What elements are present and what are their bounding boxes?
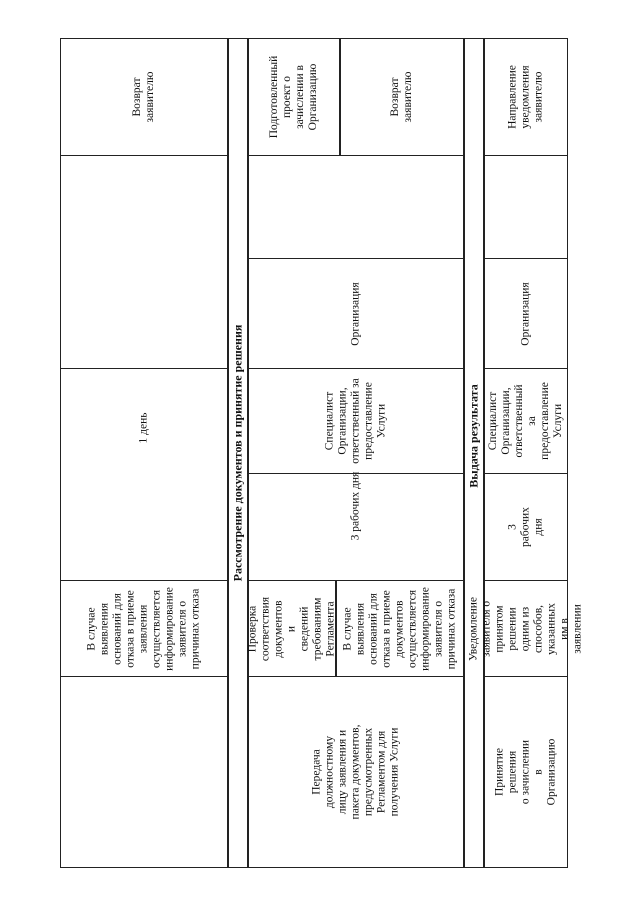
b2-result-bottom-cell bbox=[340, 38, 464, 156]
b2-step-cell bbox=[248, 676, 464, 868]
b3-step: Принятие решения о зачислении в Организацию bbox=[493, 738, 558, 806]
b1-duration: 1 день bbox=[137, 412, 150, 444]
b3-action-cell bbox=[467, 580, 584, 677]
b3-place: Организация bbox=[519, 281, 532, 346]
b1-duration-cell bbox=[60, 368, 228, 581]
b1-result: Возврат заявителю bbox=[131, 71, 156, 123]
b1-refusal-cell bbox=[60, 580, 228, 677]
b1-result-cell bbox=[60, 38, 228, 156]
b1-empty-cell bbox=[60, 155, 228, 369]
b1-step-empty bbox=[60, 676, 228, 868]
b2-result-bottom: Возврат заявителю bbox=[389, 71, 414, 123]
b2-refusal-note: В случае выявления оснований для отказа в приеме документов осуществляется информирование заявителя о причинах отказа bbox=[341, 586, 458, 671]
issue-header: Выдача результата bbox=[466, 384, 481, 489]
issue-header-cell bbox=[464, 38, 484, 868]
b3-executor: Специалист Организации, ответственный за предоставление Услуги bbox=[487, 382, 564, 460]
b3-step-cell bbox=[484, 676, 568, 868]
review-header-cell bbox=[228, 38, 248, 868]
b2-duration: 3 рабочих дня bbox=[349, 471, 362, 541]
b2-duration-cell bbox=[248, 473, 464, 581]
b2-executor: Специалист Организации, ответственный за предоставление Услуги bbox=[323, 378, 388, 464]
b3-duration: 3 рабочих дня bbox=[506, 507, 545, 547]
b2-empty-cell bbox=[248, 155, 464, 259]
b3-action: Уведомление заявителя о принятом решении одним из способов, указанных им в заявлении bbox=[467, 596, 584, 661]
b2-result-top-cell bbox=[248, 38, 340, 156]
b2-place: Организация bbox=[349, 281, 362, 346]
b3-executor-cell bbox=[484, 368, 568, 474]
b2-check-cell bbox=[248, 580, 336, 677]
review-header: Рассмотрение документов и принятие решения bbox=[230, 324, 245, 582]
b3-result: Направление уведомления заявителю bbox=[506, 65, 545, 129]
b2-result-top: Подготовленный проект о зачислении в Организацию bbox=[268, 55, 319, 139]
b2-check: Проверка соответствия документов и сведений требованиям Регламента bbox=[246, 596, 337, 661]
b2-refusal-cell bbox=[336, 580, 464, 677]
b2-step: Передача должностному лицу заявления и пакета документов, предусмотренных Регламентом для получения Услуги bbox=[310, 724, 401, 820]
b3-place-cell bbox=[484, 258, 568, 369]
b3-duration-cell bbox=[484, 473, 568, 581]
b2-executor-cell bbox=[248, 368, 464, 474]
b3-empty-cell bbox=[484, 155, 568, 259]
b1-refusal-note: В случае выявления оснований для отказа в приеме заявления осуществляется информирование заявителя о причинах отказа bbox=[85, 586, 202, 671]
b3-result-cell bbox=[484, 38, 568, 156]
b2-place-cell bbox=[248, 258, 464, 369]
